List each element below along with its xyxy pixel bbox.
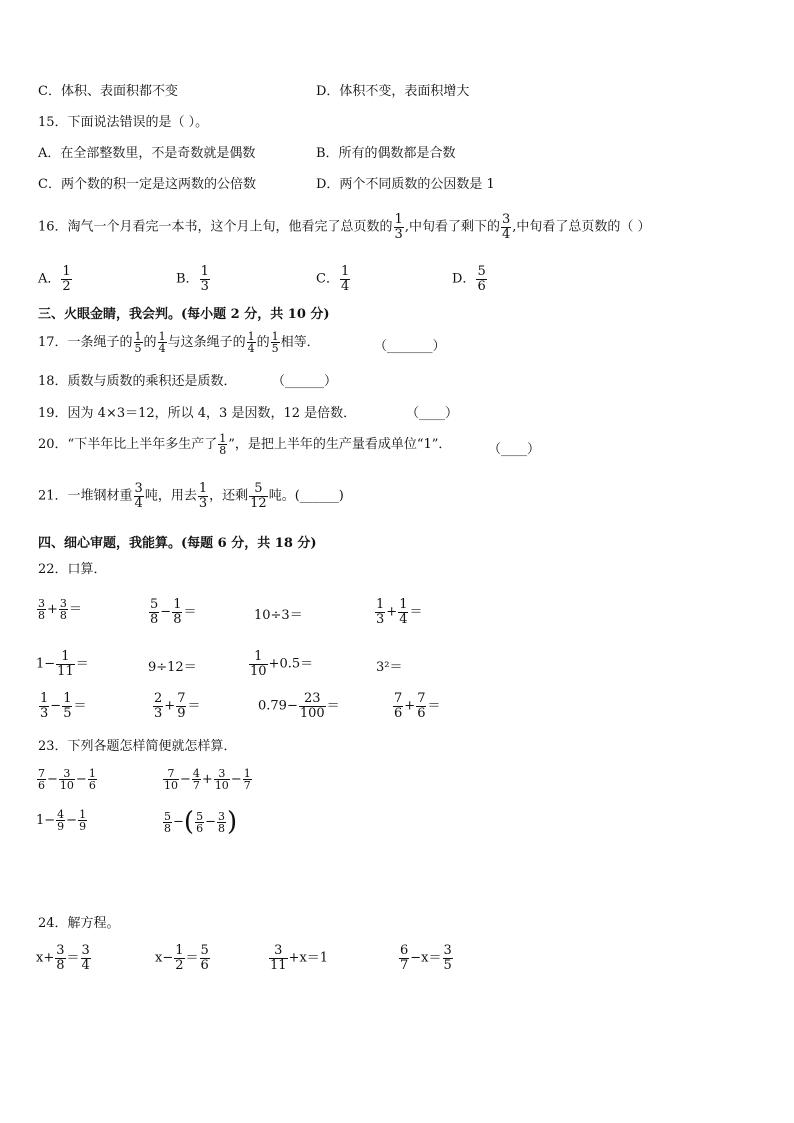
q22-r1-b: $\frac{5}{8}$ − $\frac{1}{8}$ ＝: [150, 597, 197, 627]
q22-r1-c: 10÷3＝: [254, 608, 303, 623]
q22-r1-d: $\frac{1}{3}$ + $\frac{1}{4}$ ＝: [376, 597, 423, 627]
q23-title: 23．下列各题怎样简便就怎样算．: [38, 739, 237, 754]
q22-r2-b: 9÷12＝: [148, 660, 197, 675]
q22-r3-b: $\frac{2}{3}$ + $\frac{7}{9}$ ＝: [154, 691, 201, 721]
q17-stem: 17．一条绳子的 $\frac{1}{5}$ 的 $\frac{1}{4}$ 与这条绳子的 $\frac{1}{4}$ 的 $\frac{1}{5}$ 相等．: [38, 330, 320, 355]
q24-equation-4: $\frac{6}{7}$ −x＝ $\frac{3}{5}$: [400, 943, 452, 973]
q22-title: 22．口算．: [38, 562, 107, 577]
q14-option-d: D．体积不变，表面积增大: [316, 84, 470, 99]
q16-option-a: A． $\frac{1}{2}$: [38, 264, 71, 294]
q24-title: 24．解方程。: [38, 916, 120, 931]
q22-r2-c: $\frac{1}{10}$ +0.5＝: [250, 649, 314, 679]
q15-option-d: D．两个不同质数的公因数是 1: [316, 177, 495, 192]
q19-answer-blank[interactable]: （____）: [406, 406, 459, 421]
q23-expression-3: 1− $\frac{4}{9}$ − $\frac{1}{9}$: [36, 808, 87, 833]
q15-option-b: B．所有的偶数都是合数: [316, 146, 456, 161]
q22-r3-d: $\frac{7}{6}$ + $\frac{7}{6}$ ＝: [394, 691, 441, 721]
q20-stem: 20．“下半年比上半年多生产了 $\frac{1}{8}$ ”，是把上半年的生产量看成单位“1”．: [38, 432, 452, 457]
q15-option-a: A．在全部整数里，不是奇数就是偶数: [38, 146, 256, 161]
q16-stem: 16．淘气一个月看完一本书，这个月上旬，他看完了总页数的 $\frac{1}{3}$ ,中旬看了剩下的 $\frac{3}{4}$ ,中旬看了总页数的（ ）: [38, 212, 651, 242]
q23-expression-2: $\frac{7}{10}$ − $\frac{4}{7}$ + $\frac{3}{10}$ − $\frac{1}{7}$: [164, 767, 251, 792]
q18-answer-blank[interactable]: （______）: [272, 374, 338, 389]
q18-stem: 18．质数与质数的乘积还是质数．: [38, 374, 237, 389]
q20-answer-blank[interactable]: （____）: [488, 442, 541, 457]
q22-r1-a: $\frac{3}{8}$ + $\frac{3}{8}$ ＝: [38, 597, 82, 622]
q15-stem: 15．下面说法错误的是（ ）。: [38, 115, 209, 130]
q24-equation-3: $\frac{3}{11}$ +x＝1: [270, 943, 329, 973]
q22-r3-a: $\frac{1}{3}$ − $\frac{1}{5}$ ＝: [40, 691, 87, 721]
q19-stem: 19．因为 4×3＝12，所以 4，3 是因数，12 是倍数．: [38, 406, 357, 421]
q21-stem: 21．一堆钢材重 $\frac{3}{4}$ 吨，用去 $\frac{1}{3}$ ，还剩 $\frac{5}{12}$ 吨。(______): [38, 481, 344, 511]
section-4-title: 四、细心审题，我能算。(每题 6 分，共 18 分): [38, 536, 317, 551]
q15-option-c: C．两个数的积一定是这两数的公倍数: [38, 177, 256, 192]
q16-option-c: C． $\frac{1}{4}$: [316, 264, 350, 294]
q22-r2-a: 1− $\frac{1}{11}$ ＝: [36, 649, 89, 679]
q22-r3-c: 0.79− $\frac{23}{100}$ ＝: [258, 691, 340, 721]
q16-option-b: B． $\frac{1}{3}$: [176, 264, 209, 294]
section-3-title: 三、火眼金睛，我会判。(每小题 2 分，共 10 分): [38, 307, 330, 322]
q24-equation-2: x− $\frac{1}{2}$ ＝ $\frac{5}{6}$: [155, 943, 209, 973]
q14-option-c: C．体积、表面积都不变: [38, 84, 178, 99]
q17-answer-blank[interactable]: （_______）: [374, 339, 446, 354]
q16-option-d: D． $\frac{5}{6}$: [452, 264, 486, 294]
fraction: $\frac{3}{4}$: [501, 212, 511, 242]
fraction: $\frac{1}{3}$: [394, 212, 403, 242]
q22-r2-d: 3²＝: [376, 660, 403, 675]
q23-expression-1: $\frac{7}{6}$ − $\frac{3}{10}$ − $\frac{1}{6}$: [38, 767, 96, 792]
q23-expression-4: $\frac{5}{8}$ −( $\frac{5}{6}$ − $\frac{3}{8}$ ): [164, 807, 238, 837]
q24-equation-1: x+ $\frac{3}{8}$ ＝ $\frac{3}{4}$: [36, 943, 90, 973]
